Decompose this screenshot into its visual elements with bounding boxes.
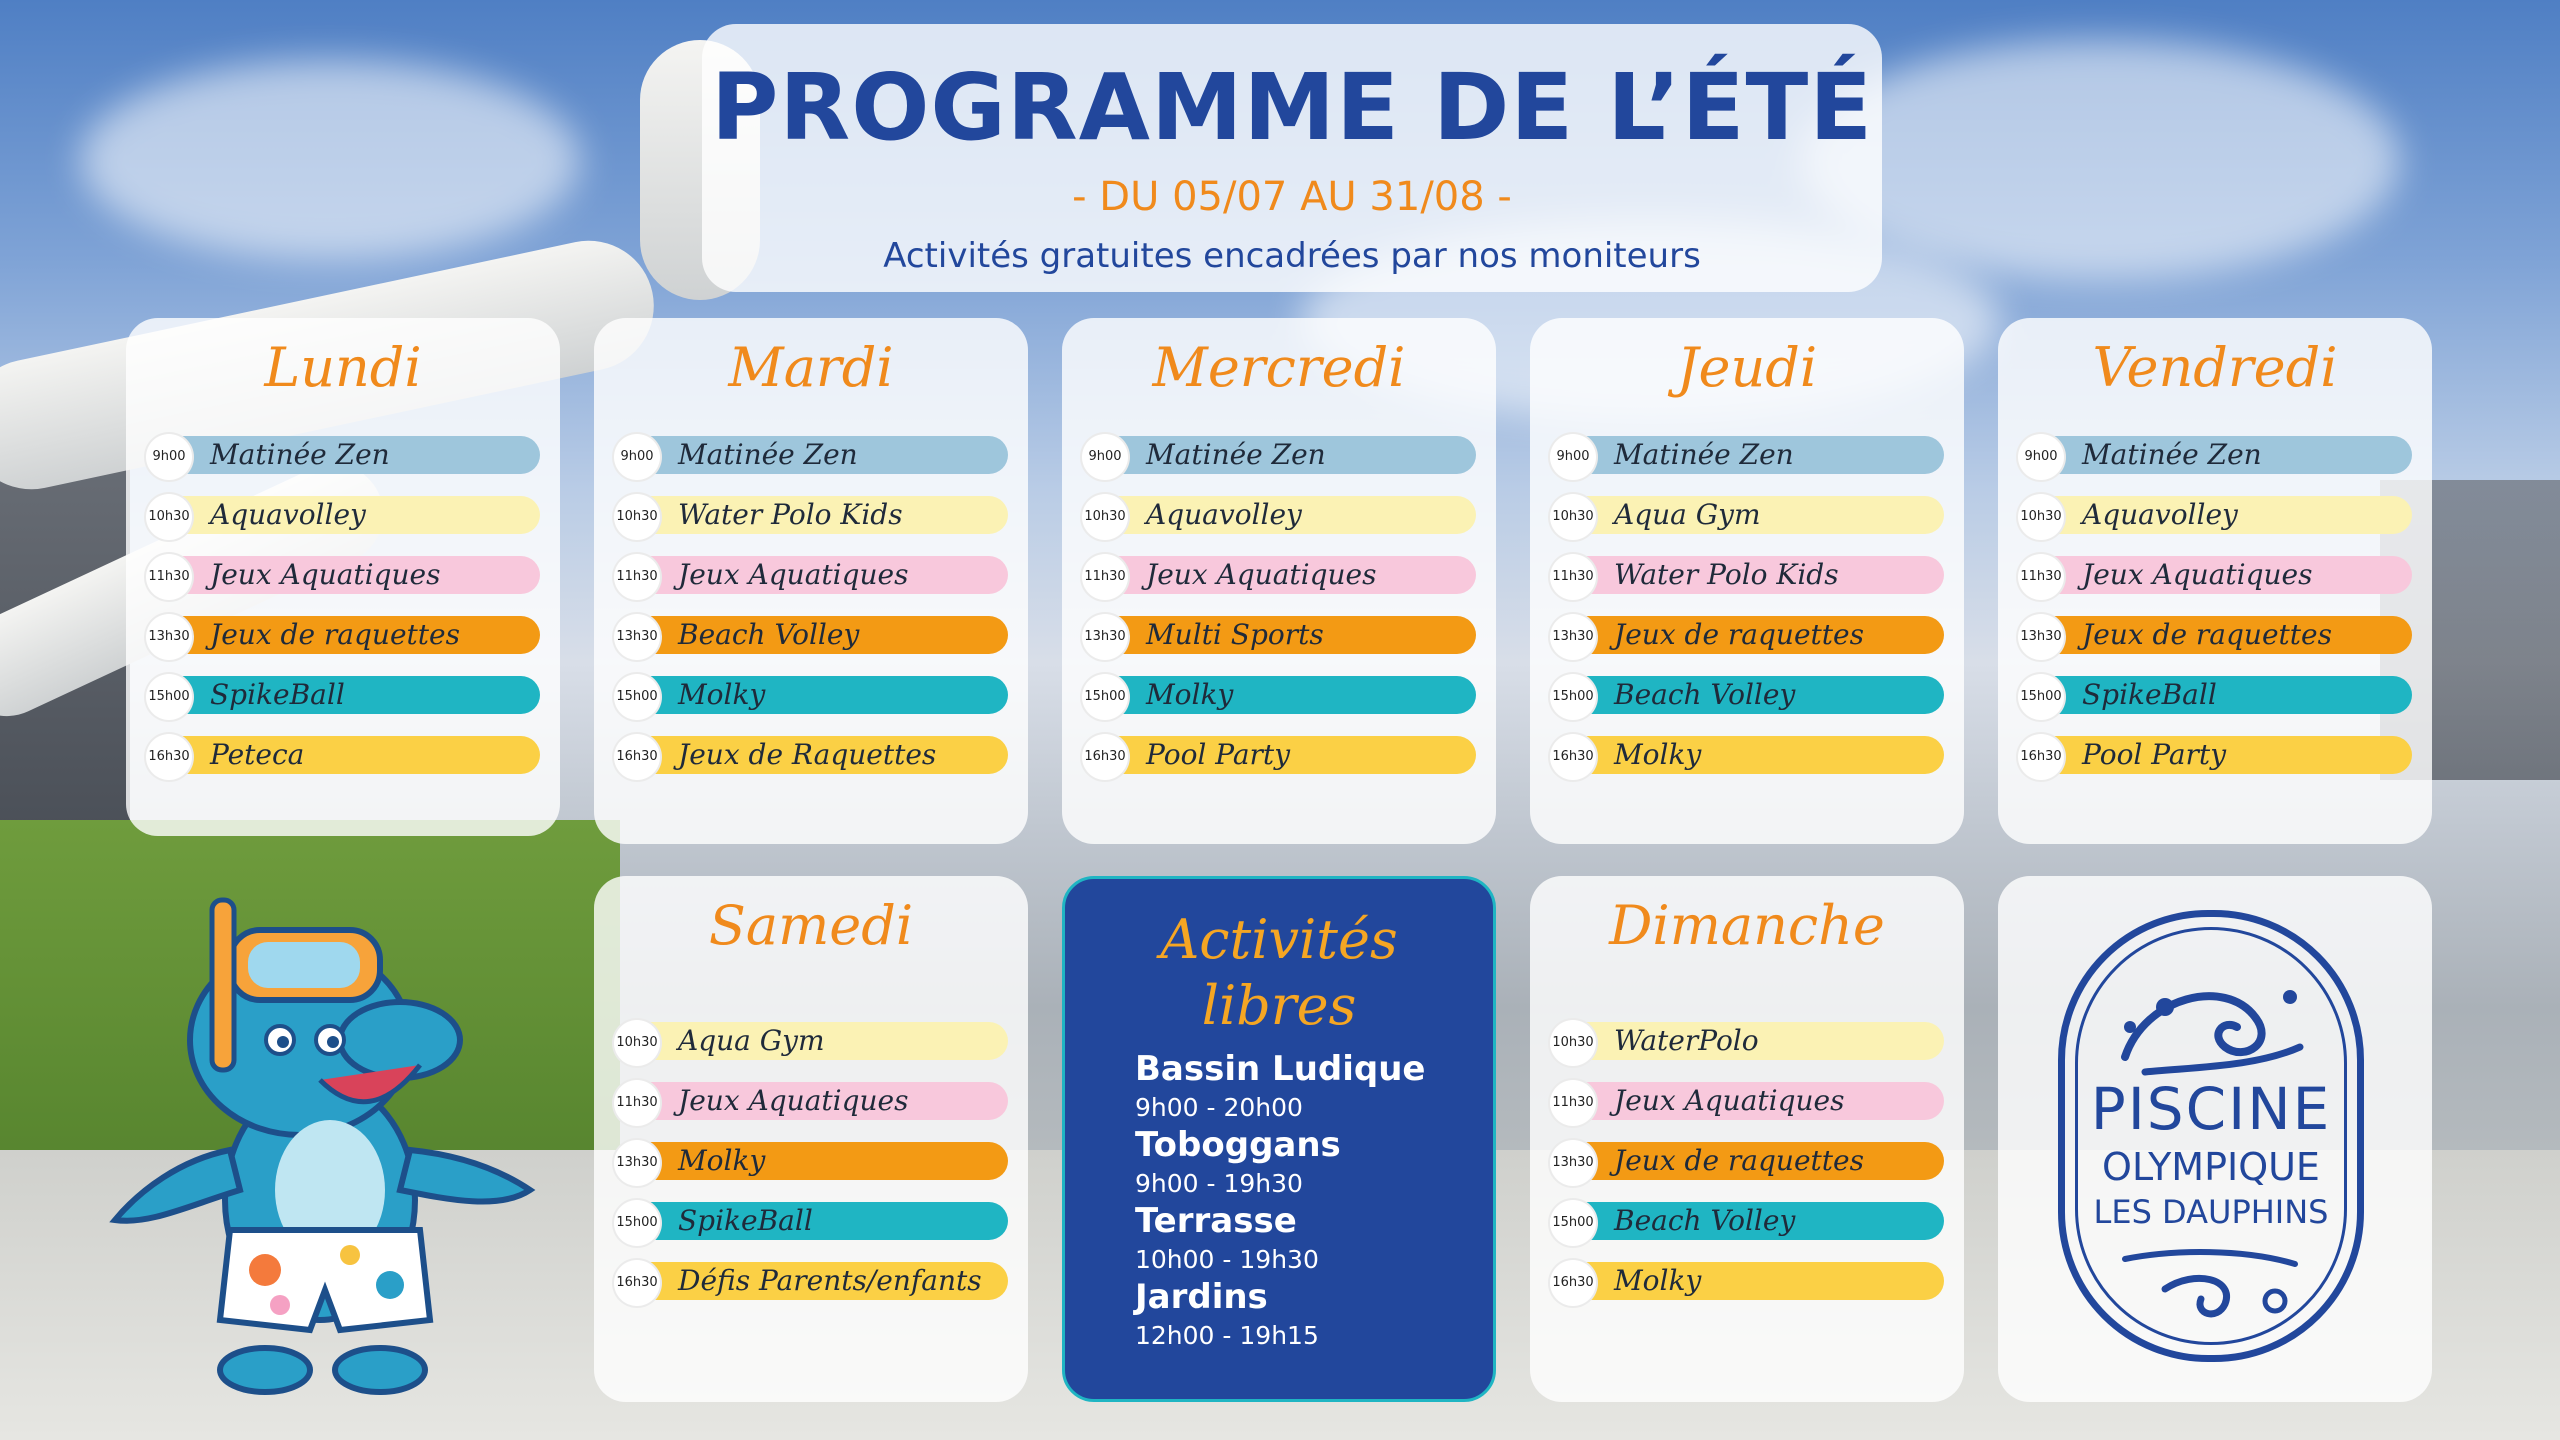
activity-label: Aquavolley: [2082, 498, 2238, 531]
activity-label: Aquavolley: [210, 498, 366, 531]
activity-row: [1082, 676, 1476, 714]
activity-label: Multi Sports: [1146, 618, 1324, 651]
activity-row: [2018, 616, 2412, 654]
time-badge: 16h30: [612, 732, 662, 782]
day-card-dimanche: [1530, 876, 1964, 1402]
activity-row: [146, 556, 540, 594]
activity-label: Pool Party: [1146, 738, 1291, 771]
time-badge: 10h30: [2016, 492, 2066, 542]
activity-label: Jeux Aquatiques: [2082, 558, 2313, 591]
time-badge: 16h30: [1080, 732, 1130, 782]
logo-card: [1998, 876, 2432, 1402]
activity-row: [1550, 436, 1944, 474]
activity-row: [614, 736, 1008, 774]
free-item-name: Bassin Ludique: [1135, 1049, 1426, 1089]
activity-row: [2018, 676, 2412, 714]
activity-label: Matinée Zen: [2082, 438, 2262, 471]
activity-row: [1550, 1022, 1944, 1060]
time-badge: 10h30: [612, 1018, 662, 1068]
time-badge: 11h30: [2016, 552, 2066, 602]
page-subtitle: Activités gratuites encadrées par nos moniteurs: [883, 236, 1701, 276]
free-item-name: Toboggans: [1135, 1125, 1341, 1165]
day-title: Mardi: [728, 336, 894, 399]
cloud: [1800, 40, 2400, 280]
free-activities-title: [1065, 907, 1493, 1039]
activity-label: Jeux de Raquettes: [678, 738, 937, 771]
time-badge: 15h00: [2016, 672, 2066, 722]
time-badge: 15h00: [612, 672, 662, 722]
time-badge: 13h30: [144, 612, 194, 662]
activity-row: [1550, 496, 1944, 534]
activity-row: [1550, 556, 1944, 594]
logo-line-2: OLYMPIQUE: [2102, 1145, 2320, 1189]
activity-label: Jeux de raquettes: [1614, 618, 1864, 651]
time-badge: 15h00: [1080, 672, 1130, 722]
dolphin-mascot-icon: [100, 890, 550, 1410]
date-range: - DU 05/07 AU 31/08 -: [1072, 174, 1512, 220]
page-title: PROGRAMME DE L’ÉTÉ: [710, 54, 1874, 161]
time-badge: 15h00: [1548, 1198, 1598, 1248]
time-badge: 16h30: [1548, 1258, 1598, 1308]
activity-label: Water Polo Kids: [678, 498, 903, 531]
activity-label: Molky: [678, 1144, 766, 1177]
time-badge: 9h00: [2016, 432, 2066, 482]
day-card-mercredi: [1062, 318, 1496, 844]
day-card-lundi: [126, 318, 560, 836]
time-badge: 10h30: [612, 492, 662, 542]
day-title: Jeudi: [1676, 336, 1818, 399]
time-badge: 16h30: [2016, 732, 2066, 782]
time-badge: 11h30: [1548, 552, 1598, 602]
activity-label: Jeux de raquettes: [210, 618, 460, 651]
activity-row: [2018, 436, 2412, 474]
activity-row: [1082, 496, 1476, 534]
logo-line-1: PISCINE: [2090, 1075, 2332, 1143]
activity-row: [1550, 676, 1944, 714]
cloud: [80, 60, 580, 260]
activity-label: Molky: [1614, 738, 1702, 771]
time-badge: 11h30: [1548, 1078, 1598, 1128]
activity-label: Jeux de raquettes: [1614, 1144, 1864, 1177]
activity-label: Peteca: [210, 738, 305, 771]
free-item-name: Terrasse: [1135, 1201, 1297, 1241]
activity-row: [2018, 496, 2412, 534]
activity-label: SpikeBall: [2082, 678, 2217, 711]
activity-row: [614, 436, 1008, 474]
activity-row: [146, 496, 540, 534]
activity-label: Jeux Aquatiques: [678, 558, 909, 591]
free-item-name: Jardins: [1135, 1277, 1268, 1317]
time-badge: 10h30: [144, 492, 194, 542]
day-title: Vendredi: [2092, 336, 2338, 399]
activity-row: [614, 676, 1008, 714]
day-title: Lundi: [264, 336, 422, 399]
activity-label: Jeux de raquettes: [2082, 618, 2332, 651]
time-badge: 9h00: [144, 432, 194, 482]
time-badge: 10h30: [1548, 1018, 1598, 1068]
activity-label: SpikeBall: [210, 678, 345, 711]
activity-label: Beach Volley: [678, 618, 860, 651]
activity-label: Jeux Aquatiques: [1614, 1084, 1845, 1117]
free-item-hours: 9h00 - 19h30: [1135, 1169, 1303, 1198]
activity-row: [614, 1202, 1008, 1240]
activity-label: Aqua Gym: [1614, 498, 1761, 531]
activity-label: Molky: [1614, 1264, 1702, 1297]
activity-row: [1550, 1202, 1944, 1240]
logo-line-3: LES DAUPHINS: [2093, 1193, 2329, 1231]
activity-row: [614, 1082, 1008, 1120]
day-card-mardi: [594, 318, 1028, 844]
day-title: Samedi: [708, 894, 914, 957]
activity-row: [614, 1262, 1008, 1300]
day-title: Mercredi: [1152, 336, 1406, 399]
activity-row: [1082, 616, 1476, 654]
activity-row: [2018, 736, 2412, 774]
activity-row: [1082, 736, 1476, 774]
dauphins-logo-icon: [2058, 910, 2364, 1362]
activity-label: Molky: [1146, 678, 1234, 711]
time-badge: 10h30: [1548, 492, 1598, 542]
activity-row: [1550, 616, 1944, 654]
activity-label: Défis Parents/enfants: [678, 1264, 982, 1297]
activity-row: [1082, 436, 1476, 474]
time-badge: 13h30: [1548, 1138, 1598, 1188]
free-title-line: libres: [1201, 974, 1357, 1037]
activity-row: [1550, 736, 1944, 774]
activity-row: [1550, 1262, 1944, 1300]
time-badge: 15h00: [144, 672, 194, 722]
activity-row: [146, 436, 540, 474]
time-badge: 13h30: [2016, 612, 2066, 662]
activity-row: [614, 1022, 1008, 1060]
activity-row: [1550, 1082, 1944, 1120]
time-badge: 13h30: [612, 1138, 662, 1188]
activity-label: Aqua Gym: [678, 1024, 825, 1057]
time-badge: 15h00: [1548, 672, 1598, 722]
activity-row: [614, 496, 1008, 534]
time-badge: 13h30: [612, 612, 662, 662]
activity-row: [614, 556, 1008, 594]
day-title: Dimanche: [1609, 894, 1885, 957]
wave-icon: [2105, 957, 2315, 1087]
time-badge: 10h30: [1080, 492, 1130, 542]
activity-label: Molky: [678, 678, 766, 711]
header-panel: [702, 24, 1882, 292]
time-badge: 11h30: [144, 552, 194, 602]
time-badge: 9h00: [1548, 432, 1598, 482]
activity-row: [614, 1142, 1008, 1180]
free-item-hours: 12h00 - 19h15: [1135, 1321, 1319, 1350]
day-card-vendredi: [1998, 318, 2432, 844]
activity-label: SpikeBall: [678, 1204, 813, 1237]
free-activities-card: [1062, 876, 1496, 1402]
activity-row: [146, 736, 540, 774]
activity-label: Jeux Aquatiques: [1146, 558, 1377, 591]
activity-row: [146, 676, 540, 714]
time-badge: 11h30: [612, 552, 662, 602]
time-badge: 16h30: [612, 1258, 662, 1308]
activity-label: Beach Volley: [1614, 678, 1796, 711]
activity-row: [2018, 556, 2412, 594]
activity-label: Matinée Zen: [678, 438, 858, 471]
time-badge: 9h00: [1080, 432, 1130, 482]
activity-label: Beach Volley: [1614, 1204, 1796, 1237]
activity-label: Pool Party: [2082, 738, 2227, 771]
swirl-icon: [2105, 1239, 2315, 1339]
activity-row: [1550, 1142, 1944, 1180]
activity-row: [146, 616, 540, 654]
time-badge: 11h30: [612, 1078, 662, 1128]
free-item-hours: 10h00 - 19h30: [1135, 1245, 1319, 1274]
activity-label: WaterPolo: [1614, 1024, 1759, 1057]
activity-label: Matinée Zen: [1614, 438, 1794, 471]
activity-row: [614, 616, 1008, 654]
free-title-line: Activités: [1160, 908, 1398, 971]
time-badge: 15h00: [612, 1198, 662, 1248]
time-badge: 13h30: [1548, 612, 1598, 662]
time-badge: 16h30: [144, 732, 194, 782]
activity-label: Water Polo Kids: [1614, 558, 1839, 591]
time-badge: 11h30: [1080, 552, 1130, 602]
activity-label: Jeux Aquatiques: [210, 558, 441, 591]
time-badge: 9h00: [612, 432, 662, 482]
activity-label: Aquavolley: [1146, 498, 1302, 531]
activity-label: Matinée Zen: [210, 438, 390, 471]
free-item-hours: 9h00 - 20h00: [1135, 1093, 1303, 1122]
activity-label: Matinée Zen: [1146, 438, 1326, 471]
activity-label: Jeux Aquatiques: [678, 1084, 909, 1117]
day-card-samedi: [594, 876, 1028, 1402]
activity-row: [1082, 556, 1476, 594]
time-badge: 13h30: [1080, 612, 1130, 662]
time-badge: 16h30: [1548, 732, 1598, 782]
day-card-jeudi: [1530, 318, 1964, 844]
